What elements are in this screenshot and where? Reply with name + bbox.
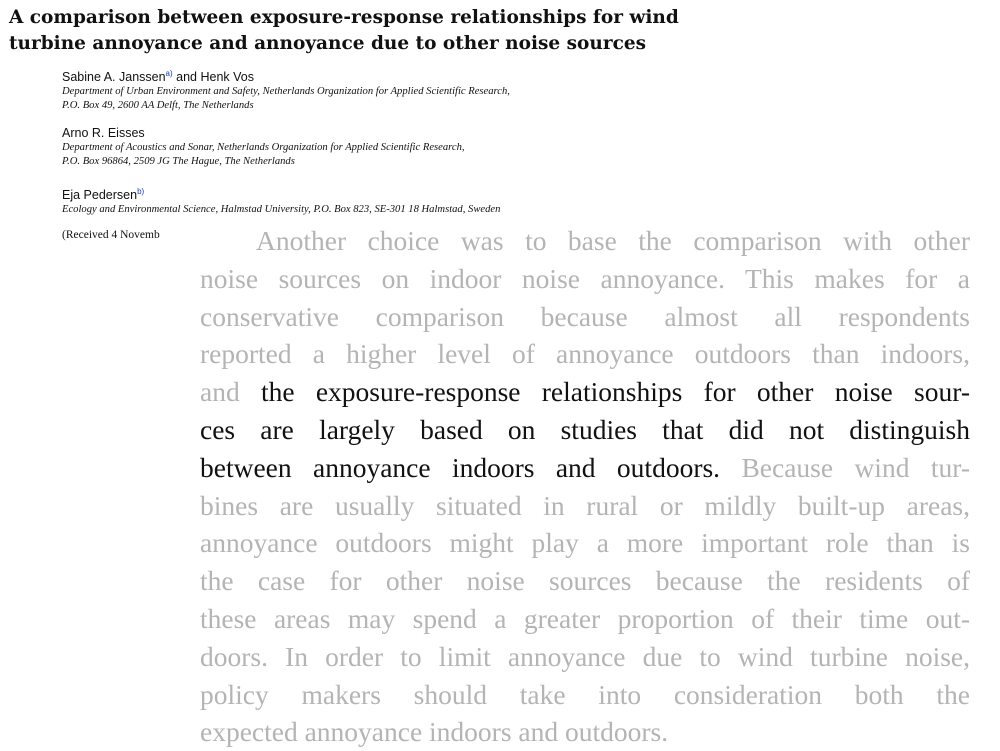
paragraph-line: [200, 373, 970, 411]
paragraph-line: [200, 222, 970, 260]
paragraph-line: [200, 713, 970, 751]
paragraph-line: [200, 449, 970, 487]
affiliation-line: Department of Acoustics and Sonar, Netherlands Organization for Applied Scientific Research,: [62, 142, 465, 153]
affiliation-line: P.O. Box 96864, 2509 JG The Hague, The Netherlands: [62, 156, 295, 167]
author-name: Arno R. Eisses: [62, 126, 145, 140]
dimmed-text: conservative comparison because almost all respondents: [200, 300, 970, 332]
zoomed-paragraph: [200, 222, 970, 751]
paragraph-line: [200, 335, 970, 373]
affiliation-line: P.O. Box 49, 2600 AA Delft, The Netherlands: [62, 100, 254, 111]
highlighted-text: the exposure-response relationships for other noise sour-: [260, 376, 970, 408]
affiliation-line: Department of Urban Environment and Safety, Netherlands Organization for Applied Scientific Research,: [62, 86, 510, 97]
paragraph-line: [200, 676, 970, 714]
article-title: [9, 5, 909, 57]
footnote-marker-a[interactable]: a): [165, 69, 173, 78]
author-block-2: [62, 126, 862, 169]
dimmed-text: doors. In order to limit annoyance due to wind turbine noise,: [200, 640, 970, 672]
article-title-line-2: turbine annoyance and annoyance due to other noise sources: [9, 33, 647, 54]
paragraph-line: [200, 524, 970, 562]
highlighted-text: between annoyance indoors and outdoors.: [200, 451, 721, 483]
author-block-1: [62, 66, 862, 113]
dimmed-text: reported a higher level of annoyance outdoors than indoors,: [200, 338, 970, 370]
dimmed-text: these areas may spend a greater proportion of their time out-: [200, 602, 970, 634]
dimmed-text: Another choice was to base the comparison with other: [256, 225, 970, 256]
dimmed-text: Because wind tur-: [720, 451, 970, 483]
paragraph-line: [200, 260, 970, 298]
paragraph-line: [200, 600, 970, 638]
paragraph-line: [200, 487, 970, 525]
dimmed-text: annoyance outdoors might play a more important role than is: [200, 527, 970, 559]
author-name: Eja Pedersen$^{b)}$: [62, 187, 145, 202]
footnote-marker-b[interactable]: b): [137, 187, 145, 196]
dimmed-text: expected annoyance indoors and outdoors.: [200, 716, 669, 748]
author-names: Sabine A. Janssen$^{a)}$ and Henk Vos: [62, 69, 254, 84]
received-date-fragment: (Received 4 Novemb: [62, 229, 160, 241]
article-title-line-1: A comparison between exposure-response relationships for wind: [9, 7, 679, 28]
dimmed-text: noise sources on indoor noise annoyance. This makes for a: [200, 262, 970, 294]
author-block-3: [62, 184, 862, 217]
dimmed-text: and: [200, 376, 261, 408]
paragraph-line: [200, 638, 970, 676]
dimmed-text: bines are usually situated in rural or mildly built-up areas,: [200, 489, 970, 521]
affiliation-line: Ecology and Environmental Science, Halmstad University, P.O. Box 823, SE-301 18 Halmstad, Sweden: [62, 204, 501, 215]
dimmed-text: policy makers should take into consideration both the: [200, 678, 970, 710]
highlighted-text: ces are largely based on studies that did not distinguish: [200, 413, 970, 445]
paragraph-line: [200, 298, 970, 336]
paragraph-line: [200, 411, 970, 449]
dimmed-text: the case for other noise sources because the residents of: [200, 565, 970, 597]
paragraph-line: [200, 562, 970, 600]
